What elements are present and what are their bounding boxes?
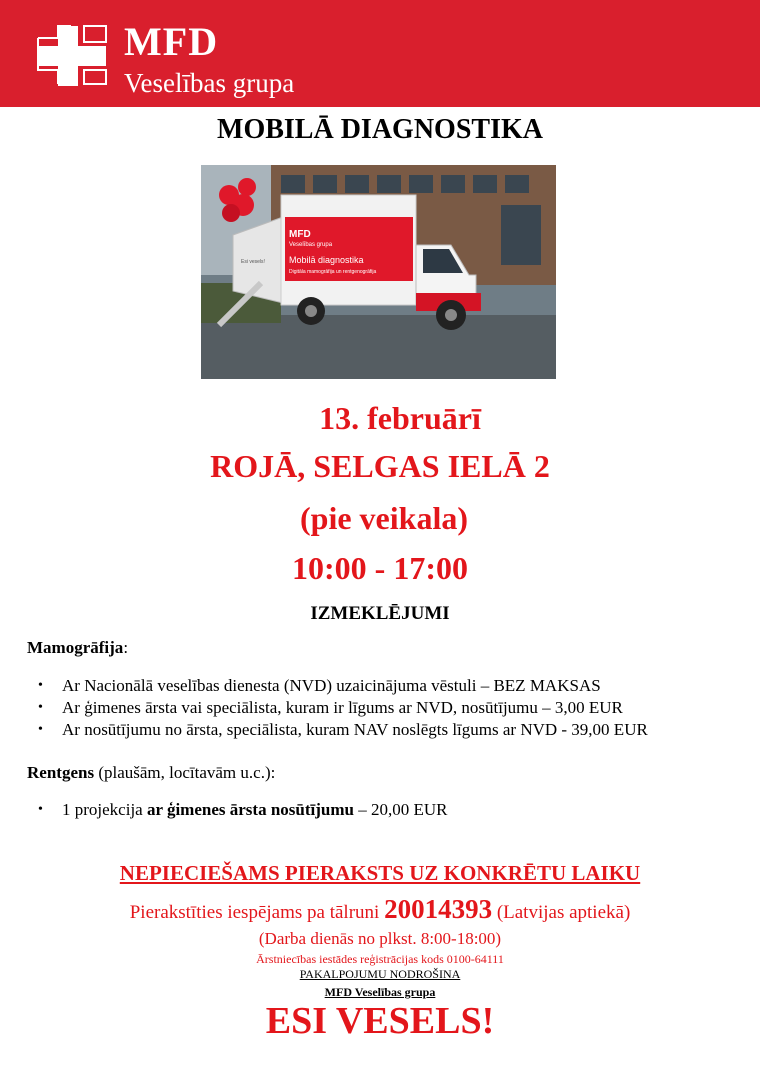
appointment-phone-row (0, 894, 760, 928)
provider-name: MFD Veselības grupa (324, 985, 436, 999)
event-time: 10:00 - 17:00 (292, 550, 468, 586)
bullet-icon: • (38, 722, 43, 737)
truck-side-text: Esi vesels! (241, 259, 265, 265)
slogan: ESI VESELS! (265, 1000, 495, 1042)
xray-list (38, 799, 447, 821)
xray-heading: Rentgens (27, 763, 95, 782)
phone-suffix: (Latvijas aptiekā) (492, 902, 631, 923)
list-item-text: 1 projekcija (62, 800, 147, 819)
list-item (38, 799, 447, 821)
truck-label: Mobilā diagnostika (289, 255, 364, 265)
mammography-heading: Mamogrāfija (27, 638, 124, 657)
truck-sub-label: Digitāla mamogrāfija un rentgenogrāfija (289, 269, 377, 275)
appointment-title: NEPIECIEŠAMS PIERAKSTS UZ KONKRĒTU LAIKU (119, 861, 641, 885)
truck-brand: MFD (289, 229, 311, 240)
list-item (38, 675, 648, 697)
logo-subtitle: Veselības grupa (124, 68, 295, 98)
bullet-icon: • (38, 678, 43, 693)
bullet-icon: • (38, 802, 43, 817)
mammography-heading-suffix: : (123, 638, 129, 657)
list-item (38, 719, 648, 741)
mammography-heading-row (27, 637, 128, 659)
list-item-text: Ar nosūtījumu no ārsta, speciālista, kuram NAV noslēgts līgums ar NVD - 39,00 EUR (62, 720, 648, 739)
event-place-note: (pie veikala) (300, 500, 468, 536)
cross-icon (36, 24, 108, 86)
list-item-suffix: – 20,00 EUR (353, 800, 448, 819)
logo-name: MFD (124, 19, 219, 64)
list-item-text: Ar ģimenes ārsta vai speciālista, kuram ir līgums ar NVD, nosūtījumu – 3,00 EUR (62, 698, 623, 717)
page-title: MOBILĀ DIAGNOSTIKA (217, 114, 543, 145)
section-title: IZMEKLĒJUMI (310, 603, 450, 624)
phone-number: 20014393 (384, 894, 493, 924)
list-item (38, 697, 648, 719)
registration-code: Ārstniecības iestādes reģistrācijas kods 0100-64111 (256, 952, 504, 966)
truck-photo (201, 165, 556, 379)
truck-brand-sub: Veselības grupa (289, 242, 333, 248)
header-banner (0, 0, 760, 107)
phone-prefix: Pierakstīties iespējams pa tālruni (129, 902, 385, 923)
list-item-bold: ar ģimenes ārsta nosūtījumu (146, 800, 354, 819)
xray-heading-suffix: (plaušām, locītavām u.c.): (94, 763, 276, 782)
appointment-hours: (Darba dienās no plkst. 8:00-18:00) (258, 929, 502, 948)
event-place: ROJĀ, SELGAS IELĀ 2 (210, 448, 550, 484)
list-item-text: Ar Nacionālā veselības dienesta (NVD) uzaicinājuma vēstuli – BEZ MAKSAS (62, 676, 601, 695)
xray-heading-row (27, 762, 275, 784)
provided-by: PAKALPOJUMU NODROŠINA (299, 967, 461, 981)
bullet-icon: • (38, 700, 43, 715)
event-date: 13. februārī (319, 400, 481, 436)
mammography-list (38, 675, 648, 741)
